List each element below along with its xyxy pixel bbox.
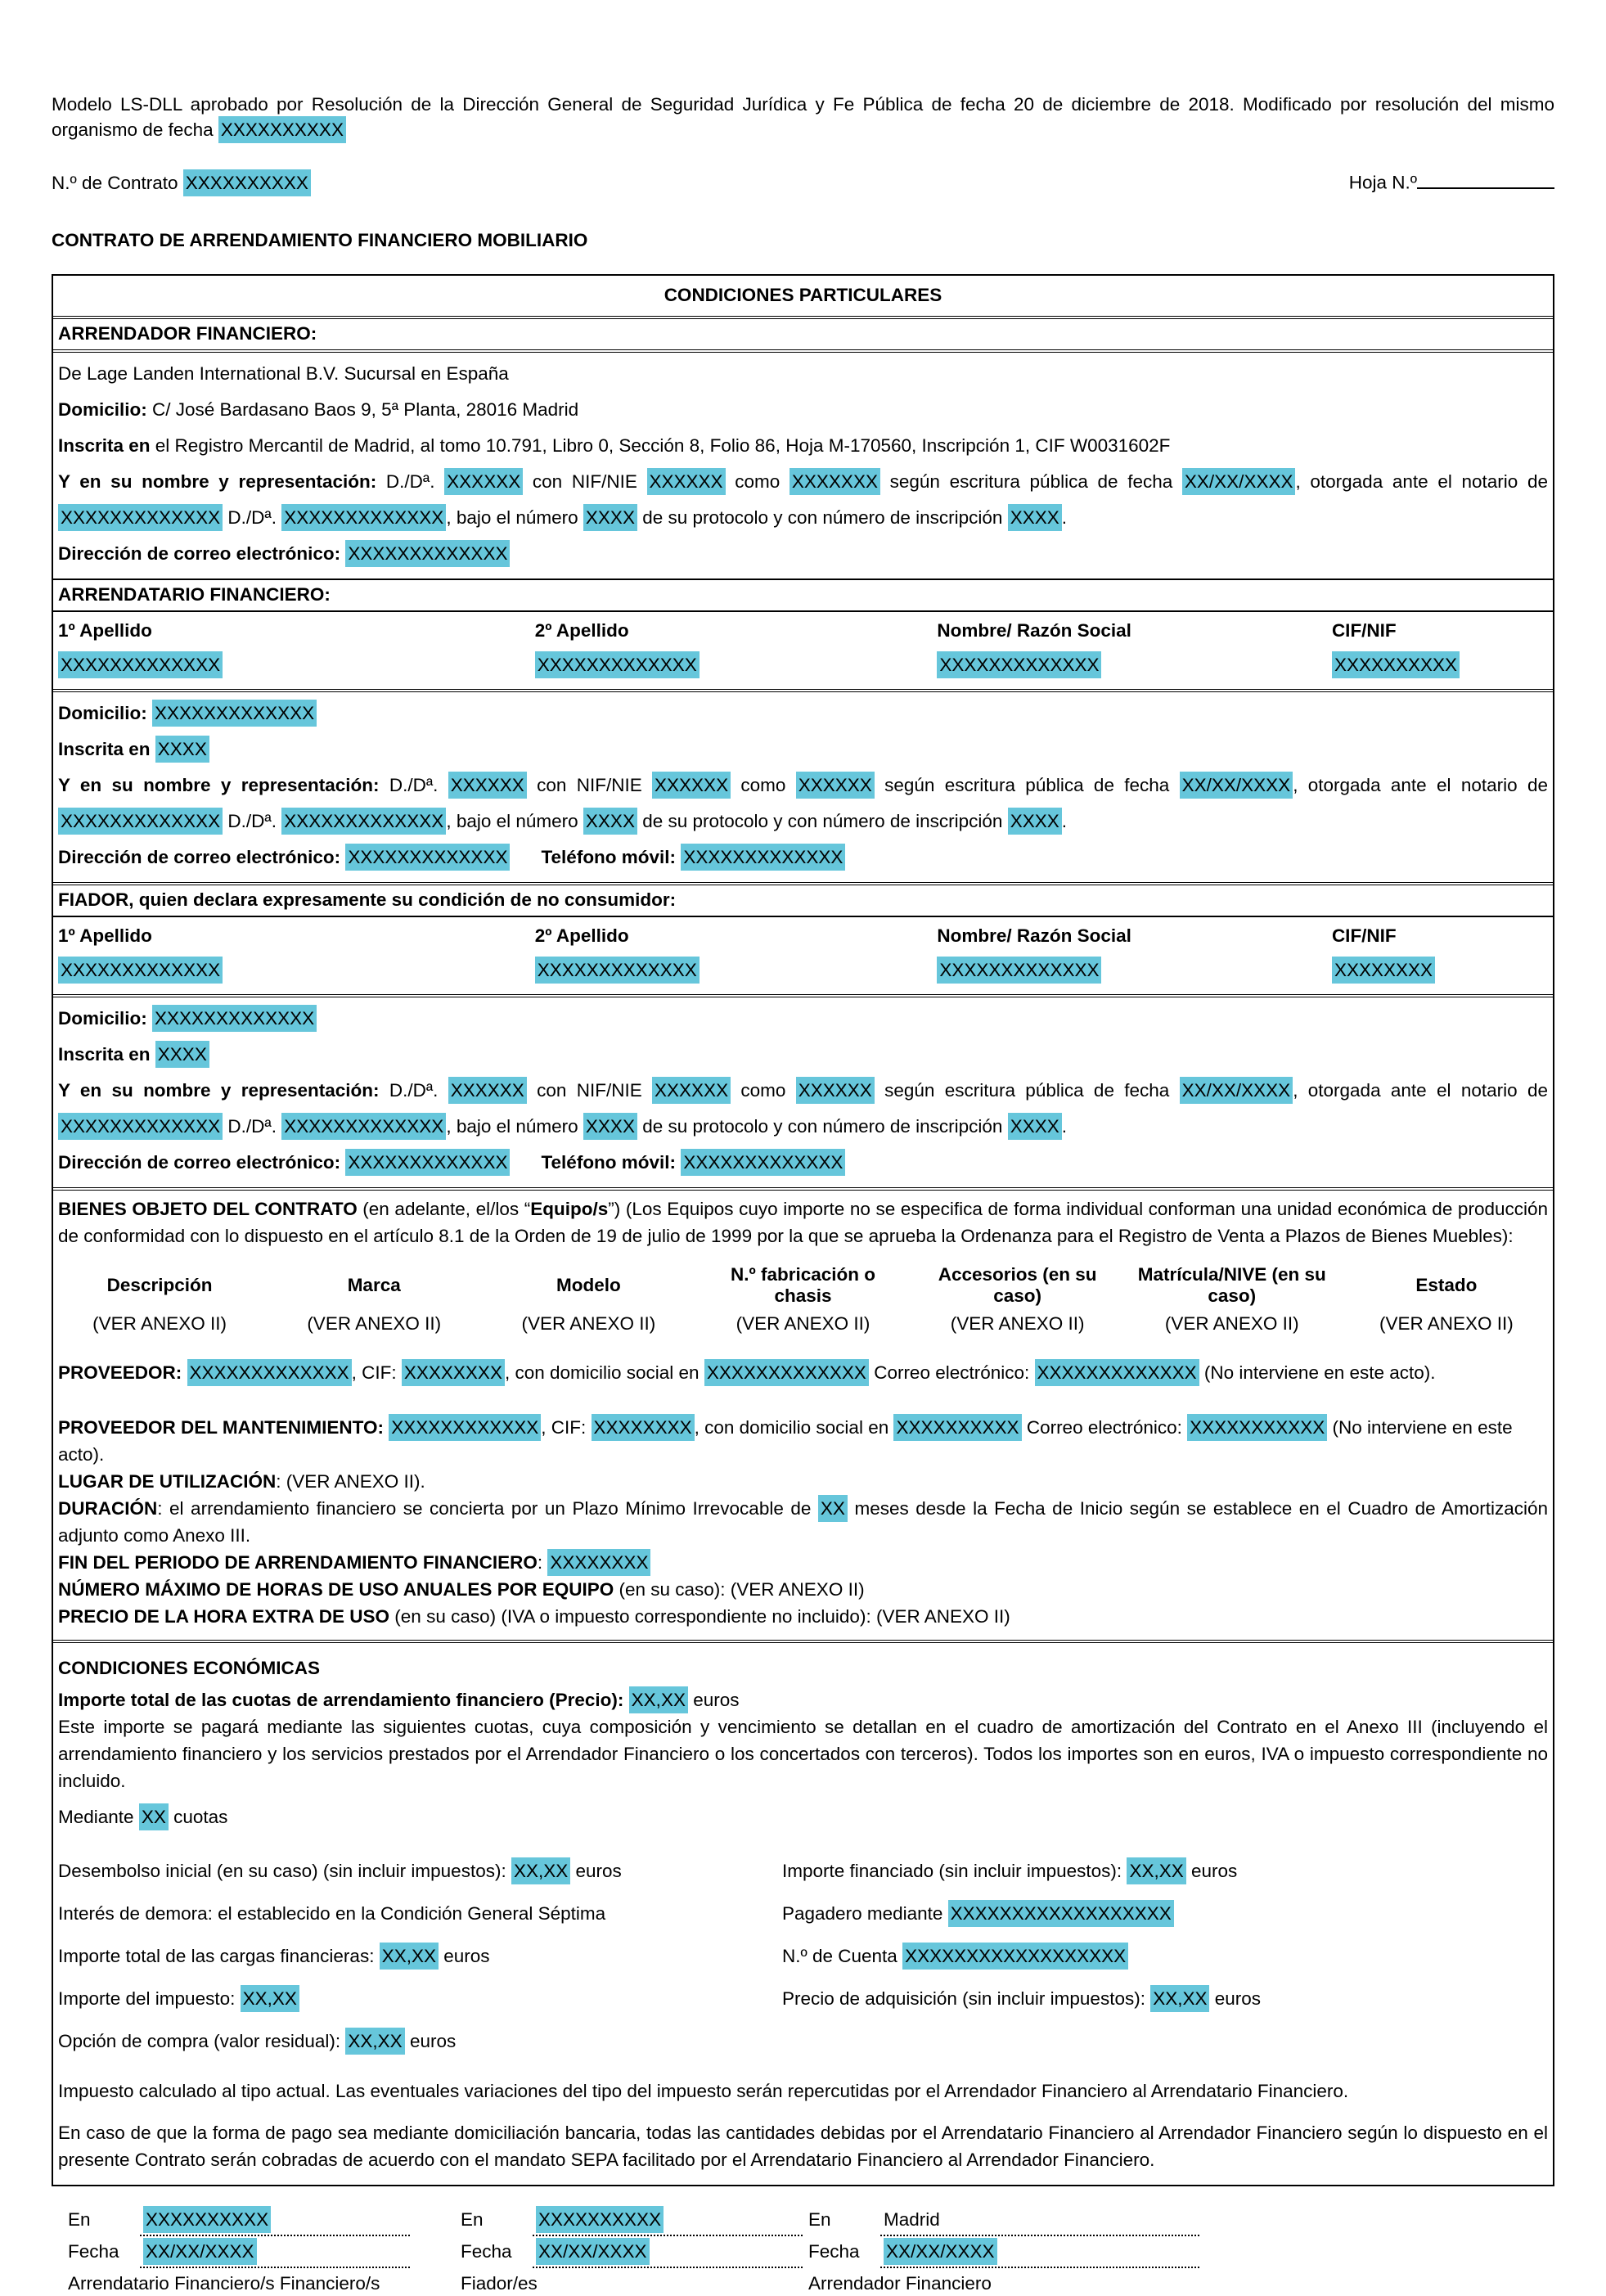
contract-number xyxy=(52,171,311,196)
lessor-domicile-label: Domicilio: xyxy=(58,398,147,420)
total-amount-label: Importe total de las cuotas de arrendamiento financiero (Precio): xyxy=(58,1689,624,1710)
text-segment: meses desde la Fecha de Inicio según se establece en el Cuadro de Amortización adjunto como Anexo III. xyxy=(58,1497,1548,1546)
maintenance-name-field[interactable]: XXXXXXXXXXXX xyxy=(389,1414,541,1441)
lessor-email-label: Dirección de correo electrónico: xyxy=(58,542,346,564)
lease-end-label: FIN DEL PERIODO DE ARRENDAMIENTO FINANCIERO xyxy=(58,1551,538,1573)
lessee-cif-field[interactable]: XXXXXXXXXX xyxy=(1332,651,1460,678)
guarantor-surname1-field[interactable]: XXXXXXXXXXXXX xyxy=(58,957,223,984)
lessee-contact xyxy=(58,840,1548,876)
lessee-rep-nif-field[interactable]: XXXXXX xyxy=(652,772,731,799)
signature-column-guarantor xyxy=(461,2208,808,2296)
lessee-rep-protocol-field[interactable]: XXXX xyxy=(583,808,637,835)
acquisition-price-label: Precio de adquisición (sin incluir impuestos): xyxy=(782,1988,1151,2009)
max-hours-line xyxy=(58,1576,1548,1603)
contract-number-field[interactable]: XXXXXXXXXX xyxy=(183,169,311,196)
table-cell xyxy=(535,960,938,981)
guarantor-rep-nif-field[interactable]: XXXXXX xyxy=(652,1077,731,1104)
economic-row xyxy=(58,2024,1548,2060)
signature-date-field[interactable] xyxy=(140,2240,410,2268)
text-segment: como xyxy=(725,470,790,492)
lessee-domicile xyxy=(58,696,1548,732)
guarantor-surname2-field[interactable]: XXXXXXXXXXXXX xyxy=(535,957,700,984)
economic-row xyxy=(58,1981,1548,2017)
duration-months-field[interactable]: XX xyxy=(818,1495,848,1522)
signature-role: Arrendatario Financiero/s Financiero/s xyxy=(68,2272,380,2294)
goods-heading: BIENES OBJETO DEL CONTRATO xyxy=(58,1198,358,1219)
guarantor-domicile-field[interactable]: XXXXXXXXXXXXX xyxy=(152,1005,317,1032)
acquisition-price xyxy=(782,1981,1548,2017)
guarantor-email-field[interactable]: XXXXXXXXXXXXX xyxy=(345,1149,510,1176)
en-label: En xyxy=(808,2208,831,2230)
total-amount-field[interactable]: XX,XX xyxy=(629,1686,688,1713)
down-payment xyxy=(58,1853,782,1889)
column-header: Nombre/ Razón Social xyxy=(937,925,1131,946)
en-label: En xyxy=(68,2208,91,2230)
text-segment: euros xyxy=(1209,1988,1262,2009)
economic-heading: CONDICIONES ECONÓMICAS xyxy=(58,1657,321,1678)
guarantor-rep-date-field[interactable]: XX/XX/XXXX xyxy=(1180,1077,1293,1104)
payment-method xyxy=(782,1896,1548,1932)
guarantor-registry xyxy=(58,1037,1548,1073)
finance-charges xyxy=(58,1938,782,1974)
text-segment: D./Dª. xyxy=(223,810,282,831)
text-segment: (en su caso): (VER ANEXO II) xyxy=(614,1578,865,1600)
lessor-rep-notary-name-field[interactable]: XXXXXXXXXXXXX xyxy=(281,504,446,531)
text-segment: : (VER ANEXO II). xyxy=(276,1470,425,1492)
lessor-rep-date-field[interactable]: XX/XX/XXXX xyxy=(1182,468,1296,495)
goods-column-header: Estado xyxy=(1415,1274,1478,1295)
column-header: CIF/NIF xyxy=(1331,619,1397,641)
payment-method-label: Pagadero mediante xyxy=(782,1902,948,1924)
contract-number-row xyxy=(52,170,1554,196)
finance-charges-label: Importe total de las cargas financieras: xyxy=(58,1945,380,1966)
lessor-registry-text: el Registro Mercantil de Madrid, al tomo 10.791, Libro 0, Sección 8, Folio 86, Hoja M-170560, Inscripción 1, CIF W0031602F xyxy=(150,434,1171,456)
lessor-rep-label: Y en su nombre y representación: xyxy=(58,470,377,492)
lessee-phone-field[interactable]: XXXXXXXXXXXXX xyxy=(681,844,845,871)
guarantor-registry-label: Inscrita en xyxy=(58,1043,155,1065)
lessee-email-field[interactable]: XXXXXXXXXXXXX xyxy=(345,844,510,871)
text-segment: (No interviene en este acto). xyxy=(1199,1362,1436,1383)
text-segment: cuotas xyxy=(168,1806,228,1827)
lease-end-field[interactable]: XXXXXXXX xyxy=(547,1549,650,1576)
financed-amount-field[interactable]: XX,XX xyxy=(1127,1857,1185,1884)
guarantor-rep-notary-name-field[interactable]: XXXXXXXXXXXXX xyxy=(281,1113,446,1140)
lessee-rep-notary-name-field[interactable]: XXXXXXXXXXXXX xyxy=(281,808,446,835)
text-segment: ”) (Los Equipos cuyo importe no se especifica de forma individual conforman una unidad económica de producción de conformidad con lo dispuesto en el artículo 8.1 de la Orden de 19 de julio de 1999 por la que se aprueba la Ordenanza para el Registro de Venta a Plazos de Bienes Muebles): xyxy=(58,1198,1549,1246)
text-segment: Mediante xyxy=(58,1806,139,1827)
guarantor-domicile xyxy=(58,1001,1548,1037)
table-cell xyxy=(937,655,1332,676)
signature-place-field xyxy=(880,2208,1199,2236)
economic-row xyxy=(58,1938,1548,1974)
guarantor-rep-notary-city-field[interactable]: XXXXXXXXXXXXX xyxy=(58,1113,223,1140)
lessor-rep-protocol-field[interactable]: XXXX xyxy=(583,504,637,531)
supplier-name-field[interactable]: XXXXXXXXXXXXX xyxy=(187,1359,352,1386)
particular-conditions-box xyxy=(52,274,1554,2186)
lessor-section xyxy=(53,349,1553,579)
guarantor-rep-protocol-field[interactable]: XXXX xyxy=(583,1113,637,1140)
text-segment: según escritura pública de fecha xyxy=(874,774,1180,795)
text-segment xyxy=(623,1690,628,1710)
text-segment: : xyxy=(537,1551,548,1573)
signature-place-value[interactable]: XXXXXXXXXX xyxy=(536,2206,664,2233)
guarantor-domicile-label: Domicilio: xyxy=(58,1007,153,1029)
guarantor-representation xyxy=(58,1073,1548,1145)
lessor-representation xyxy=(58,464,1548,536)
text-segment: D./Dª. xyxy=(379,1079,448,1101)
guarantor-rep-label: Y en su nombre y representación: xyxy=(58,1079,380,1101)
maintenance-supplier-label: PROVEEDOR DEL MANTENIMIENTO: xyxy=(58,1416,389,1438)
signature-column-lessor xyxy=(808,2208,1554,2296)
table-cell xyxy=(937,960,1332,981)
goods-column-header: Matrícula/NIVE (en su caso) xyxy=(1137,1263,1326,1306)
signature-date-field[interactable] xyxy=(880,2240,1199,2268)
lessee-registry-label: Inscrita en xyxy=(58,738,155,759)
tax-amount xyxy=(58,1981,782,2017)
text-segment: de su protocolo y con número de inscripción xyxy=(637,810,1008,831)
signature-place-field[interactable] xyxy=(533,2208,803,2236)
column-header: 1º Apellido xyxy=(58,925,152,946)
en-label: En xyxy=(461,2208,484,2230)
goods-section xyxy=(53,1187,1553,1640)
lessee-phone-label: Teléfono móvil: xyxy=(541,846,682,867)
lessee-registry-field[interactable]: XXXX xyxy=(155,736,209,763)
guarantor-heading: FIADOR, quien declara expresamente su condición de no consumidor: xyxy=(53,882,1553,916)
usage-place-line xyxy=(58,1468,1548,1495)
purchase-option-label: Opción de compra (valor residual): xyxy=(58,2030,346,2051)
signature-place-value: Madrid xyxy=(884,2208,940,2230)
lessee-domicile-field[interactable]: XXXXXXXXXXXXX xyxy=(152,700,317,727)
text-segment: , bajo el número xyxy=(446,506,583,528)
down-payment-field[interactable]: XX,XX xyxy=(511,1857,570,1884)
lessee-surname2-field[interactable]: XXXXXXXXXXXXX xyxy=(535,651,700,678)
lessee-registry xyxy=(58,732,1548,768)
guarantor-phone-field[interactable]: XXXXXXXXXXXXX xyxy=(681,1149,845,1176)
economic-row xyxy=(58,1896,1548,1932)
sheet-number-blank[interactable] xyxy=(1417,170,1554,189)
lessor-rep-role-field[interactable]: XXXXXXX xyxy=(790,468,880,495)
extra-hour-price-label: PRECIO DE LA HORA EXTRA DE USO xyxy=(58,1605,390,1627)
text-segment: (en adelante, el/los “ xyxy=(357,1198,531,1219)
text-segment: D./Dª. xyxy=(223,506,282,528)
table-cell xyxy=(535,655,938,676)
column-header: Nombre/ Razón Social xyxy=(937,619,1131,641)
down-payment-label: Desembolso inicial (en su caso) (sin incluir impuestos): xyxy=(58,1860,511,1881)
installments-count-field[interactable]: XX xyxy=(139,1803,169,1830)
goods-column-header: Accesorios (en su caso) xyxy=(938,1263,1097,1306)
text-segment: euros xyxy=(438,1945,490,1966)
goods-table xyxy=(53,1249,1553,1356)
acquisition-price-field[interactable]: XX,XX xyxy=(1150,1985,1209,2012)
max-hours-label: NÚMERO MÁXIMO DE HORAS DE USO ANUALES POR EQUIPO xyxy=(58,1578,614,1600)
column-header: 2º Apellido xyxy=(534,619,629,641)
text-segment: euros xyxy=(404,2030,457,2051)
text-segment: , otorgada ante el notario de xyxy=(1295,470,1548,492)
text-segment: Correo electrónico: xyxy=(868,1362,1035,1383)
table-cell xyxy=(58,655,535,676)
text-segment: . xyxy=(1061,506,1067,528)
page-title: CONTRATO DE ARRENDAMIENTO FINANCIERO MOBILIARIO xyxy=(52,229,588,250)
goods-cell-see-annex: (VER ANEXO II) xyxy=(92,1312,227,1334)
text-segment: , CIF: xyxy=(351,1362,402,1383)
lessee-rep-name-field[interactable]: XXXXXX xyxy=(448,772,527,799)
payment-method-field[interactable]: XXXXXXXXXXXXXXXXXX xyxy=(948,1900,1174,1927)
supplier-label: PROVEEDOR: xyxy=(58,1362,187,1383)
lessor-heading: ARRENDADOR FINANCIERO: xyxy=(53,316,1553,349)
text-segment: con NIF/NIE xyxy=(523,470,647,492)
model-approval-note xyxy=(52,92,1554,142)
signature-place-value[interactable]: XXXXXXXXXX xyxy=(143,2206,271,2233)
text-segment: , otorgada ante el notario de xyxy=(1293,1079,1548,1101)
lessor-email xyxy=(58,536,1548,572)
goods-cell-see-annex: (VER ANEXO II) xyxy=(521,1312,656,1334)
goods-column-header: Descripción xyxy=(106,1274,213,1295)
sheet-number xyxy=(1349,170,1554,196)
guarantor-registry-field[interactable]: XXXX xyxy=(155,1041,209,1068)
text-segment: . xyxy=(1061,1115,1067,1137)
total-amount-line xyxy=(58,1686,1548,1713)
box-title: CONDICIONES PARTICULARES xyxy=(664,284,942,305)
modification-date-field[interactable]: XXXXXXXXXX xyxy=(218,116,346,143)
lessee-rep-date-field[interactable]: XX/XX/XXXX xyxy=(1180,772,1293,799)
fecha-label: Fecha xyxy=(68,2240,119,2262)
tax-amount-label: Importe del impuesto: xyxy=(58,1988,241,2009)
late-interest: Interés de demora: el establecido en la Condición General Séptima xyxy=(58,1902,606,1924)
lessee-section xyxy=(53,689,1553,882)
account-number xyxy=(782,1938,1548,1974)
goods-column-header: N.º fabricación o chasis xyxy=(730,1263,875,1306)
supplier-email-field[interactable]: XXXXXXXXXXXXX xyxy=(1035,1359,1199,1386)
signature-block xyxy=(52,2186,1554,2296)
lessor-registry xyxy=(58,428,1548,464)
text-segment: (en su caso) (IVA o impuesto correspondiente no incluido): (VER ANEXO II) xyxy=(389,1605,1010,1627)
goods-cell-see-annex: (VER ANEXO II) xyxy=(736,1312,870,1334)
text-segment: , con domicilio social en xyxy=(504,1362,704,1383)
signature-role: Arrendador Financiero xyxy=(808,2272,992,2294)
lessee-rep-notary-city-field[interactable]: XXXXXXXXXXXXX xyxy=(58,808,223,835)
text-segment: Modelo LS-DLL aprobado por Resolución de la Dirección General de Seguridad Jurídica y Fe Pública de fecha 20 de diciembre de 2018. Modificado por resolución del mismo organismo de fecha xyxy=(52,94,1554,140)
signature-column-lessee xyxy=(68,2208,461,2296)
text-segment: Correo electrónico: xyxy=(1021,1416,1188,1438)
goods-column-header: Modelo xyxy=(556,1274,621,1295)
maintenance-address-field[interactable]: XXXXXXXXXX xyxy=(893,1414,1021,1441)
maintenance-supplier-line xyxy=(58,1414,1548,1468)
table-cell xyxy=(1332,960,1548,981)
lessor-rep-inscription-field[interactable]: XXXX xyxy=(1008,504,1062,531)
text-segment: , bajo el número xyxy=(446,1115,583,1137)
guarantor-rep-inscription-field[interactable]: XXXX xyxy=(1008,1113,1062,1140)
text-segment: D./Dª. xyxy=(223,1115,282,1137)
account-number-label: N.º de Cuenta xyxy=(782,1945,903,1966)
signature-role: Fiador/es xyxy=(461,2272,538,2294)
guarantor-cif-field[interactable]: XXXXXXXX xyxy=(1332,957,1435,984)
economic-section xyxy=(53,1640,1553,2185)
financed-amount xyxy=(782,1853,1548,1889)
sheet-number-label: Hoja N.º xyxy=(1348,172,1417,193)
signature-place-field[interactable] xyxy=(140,2208,410,2236)
text-segment: D./Dª. xyxy=(379,774,448,795)
supplier-cif-field[interactable]: XXXXXXXX xyxy=(402,1359,505,1386)
duration-label: DURACIÓN xyxy=(58,1497,158,1519)
tax-note: Impuesto calculado al tipo actual. Las eventuales variaciones del tipo del impuesto serán repercutidas por el Arrendador Financiero al Arrendatario Financiero. xyxy=(58,2080,1349,2101)
text-segment: D./Dª. xyxy=(376,470,445,492)
lessee-domicile-label: Domicilio: xyxy=(58,702,153,723)
table-cell xyxy=(58,960,535,981)
financed-amount-label: Importe financiado (sin incluir impuestos): xyxy=(782,1860,1127,1881)
lessee-rep-role-field[interactable]: XXXXXX xyxy=(796,772,875,799)
signature-date-value[interactable]: XX/XX/XXXX xyxy=(536,2238,650,2265)
installments-paragraph: Este importe se pagará mediante las siguientes cuotas, cuya composición y vencimiento se detallan en el cuadro de amortización del Contrato en el Anexo III (incluyendo el arrendamiento financiero y los servicios prestados por el Arrendador Financiero o los concertados con terceros). Todos los importes son en euros, IVA o impuesto correspondiente no incluido. xyxy=(58,1716,1548,1791)
text-segment: euros xyxy=(687,1689,740,1710)
lessor-rep-nif-field[interactable]: XXXXXX xyxy=(647,468,726,495)
goods-cell-see-annex: (VER ANEXO II) xyxy=(1164,1312,1299,1334)
fecha-label: Fecha xyxy=(461,2240,512,2262)
lessee-rep-label: Y en su nombre y representación: xyxy=(58,774,380,795)
guarantor-section xyxy=(53,994,1553,1187)
lessee-surname1-field[interactable]: XXXXXXXXXXXXX xyxy=(58,651,223,678)
maintenance-cif-field[interactable]: XXXXXXXX xyxy=(592,1414,695,1441)
lessor-registry-label: Inscrita en xyxy=(58,434,151,456)
lessor-company: De Lage Landen International B.V. Sucursal en España xyxy=(58,362,509,384)
text-segment: con NIF/NIE xyxy=(526,774,653,795)
supplier-line xyxy=(58,1359,1548,1386)
lessee-heading: ARRENDATARIO FINANCIERO: xyxy=(53,579,1553,610)
table-cell xyxy=(1332,655,1548,676)
text-segment: con NIF/NIE xyxy=(526,1079,653,1101)
text-segment: como xyxy=(731,1079,796,1101)
column-header: 2º Apellido xyxy=(534,925,629,946)
text-segment: euros xyxy=(570,1860,622,1881)
tax-amount-field[interactable]: XX,XX xyxy=(241,1985,299,2012)
guarantor-rep-role-field[interactable]: XXXXXX xyxy=(796,1077,875,1104)
lessor-domicile xyxy=(58,392,1548,428)
goods-cell-see-annex: (VER ANEXO II) xyxy=(950,1312,1085,1334)
goods-cell-see-annex: (VER ANEXO II) xyxy=(1379,1312,1514,1334)
lessor-domicile-text: C/ José Bardasano Baos 9, 5ª Planta, 28016 Madrid xyxy=(146,398,579,420)
goods-equipment-term: Equipo/s xyxy=(530,1198,609,1219)
guarantor-table xyxy=(53,916,1553,994)
text-segment: (No interviene en este acto). xyxy=(58,1416,1513,1465)
guarantor-rep-name-field[interactable]: XXXXXX xyxy=(448,1077,527,1104)
lessor-rep-notary-city-field[interactable]: XXXXXXXXXXXXX xyxy=(58,504,223,531)
text-segment: de su protocolo y con número de inscripción xyxy=(637,506,1008,528)
installments-count-line xyxy=(58,1799,1548,1835)
goods-intro xyxy=(53,1191,1553,1249)
column-header: CIF/NIF xyxy=(1331,925,1397,946)
contract-number-label: N.º de Contrato xyxy=(52,172,183,193)
text-segment: : el arrendamiento financiero se concierta por un Plazo Mínimo Irrevocable de xyxy=(157,1497,818,1519)
maintenance-email-field[interactable]: XXXXXXXXXXX xyxy=(1187,1414,1327,1441)
lessor-email-field[interactable]: XXXXXXXXXXXXX xyxy=(345,540,510,567)
goods-cell-see-annex: (VER ANEXO II) xyxy=(307,1312,442,1334)
goods-column-header: Marca xyxy=(347,1274,401,1295)
signature-date-value[interactable]: XX/XX/XXXX xyxy=(143,2238,257,2265)
guarantor-name-field[interactable]: XXXXXXXXXXXXX xyxy=(937,957,1101,984)
finance-charges-field[interactable]: XX,XX xyxy=(380,1943,439,1970)
signature-date-field[interactable] xyxy=(533,2240,803,2268)
text-segment: , con domicilio social en xyxy=(694,1416,894,1438)
text-segment: , bajo el número xyxy=(446,810,583,831)
extra-hour-price-line xyxy=(58,1603,1548,1630)
lease-end-line xyxy=(58,1549,1548,1576)
lessee-rep-inscription-field[interactable]: XXXX xyxy=(1008,808,1062,835)
sepa-note: En caso de que la forma de pago sea mediante domiciliación bancaria, todas las cantidades debidas por el Arrendatario Financiero al Arrendador Financiero según lo dispuesto en el presente Contrato serán cobradas de acuerdo con el mandato SEPA facilitado por el Arrendatario Financiero al Arrendador Financiero. xyxy=(58,2122,1548,2170)
purchase-option xyxy=(58,2024,782,2060)
text-segment: según escritura pública de fecha xyxy=(874,1079,1180,1101)
lessee-table xyxy=(53,610,1553,689)
guarantor-contact xyxy=(58,1145,1548,1181)
lessee-name-field[interactable]: XXXXXXXXXXXXX xyxy=(937,651,1101,678)
text-segment: . xyxy=(1061,810,1067,831)
usage-place-label: LUGAR DE UTILIZACIÓN xyxy=(58,1470,277,1492)
economic-row xyxy=(58,1853,1548,1889)
text-segment: según escritura pública de fecha xyxy=(879,470,1182,492)
text-segment: , CIF: xyxy=(541,1416,592,1438)
text-segment: euros xyxy=(1185,1860,1238,1881)
lessee-email-label: Dirección de correo electrónico: xyxy=(58,846,346,867)
fecha-label: Fecha xyxy=(808,2240,860,2262)
duration-line xyxy=(58,1495,1548,1549)
guarantor-email-label: Dirección de correo electrónico: xyxy=(58,1151,346,1173)
account-number-field[interactable]: XXXXXXXXXXXXXXXXXX xyxy=(902,1943,1128,1970)
lessee-representation xyxy=(58,768,1548,840)
supplier-address-field[interactable]: XXXXXXXXXXXXX xyxy=(704,1359,869,1386)
purchase-option-field[interactable]: XX,XX xyxy=(345,2028,404,2055)
guarantor-phone-label: Teléfono móvil: xyxy=(541,1151,682,1173)
text-segment: como xyxy=(731,774,796,795)
lessor-rep-name-field[interactable]: XXXXXX xyxy=(444,468,523,495)
column-header: 1º Apellido xyxy=(58,619,152,641)
signature-date-value[interactable]: XX/XX/XXXX xyxy=(884,2238,997,2265)
text-segment: de su protocolo y con número de inscripción xyxy=(637,1115,1008,1137)
text-segment: , otorgada ante el notario de xyxy=(1293,774,1548,795)
